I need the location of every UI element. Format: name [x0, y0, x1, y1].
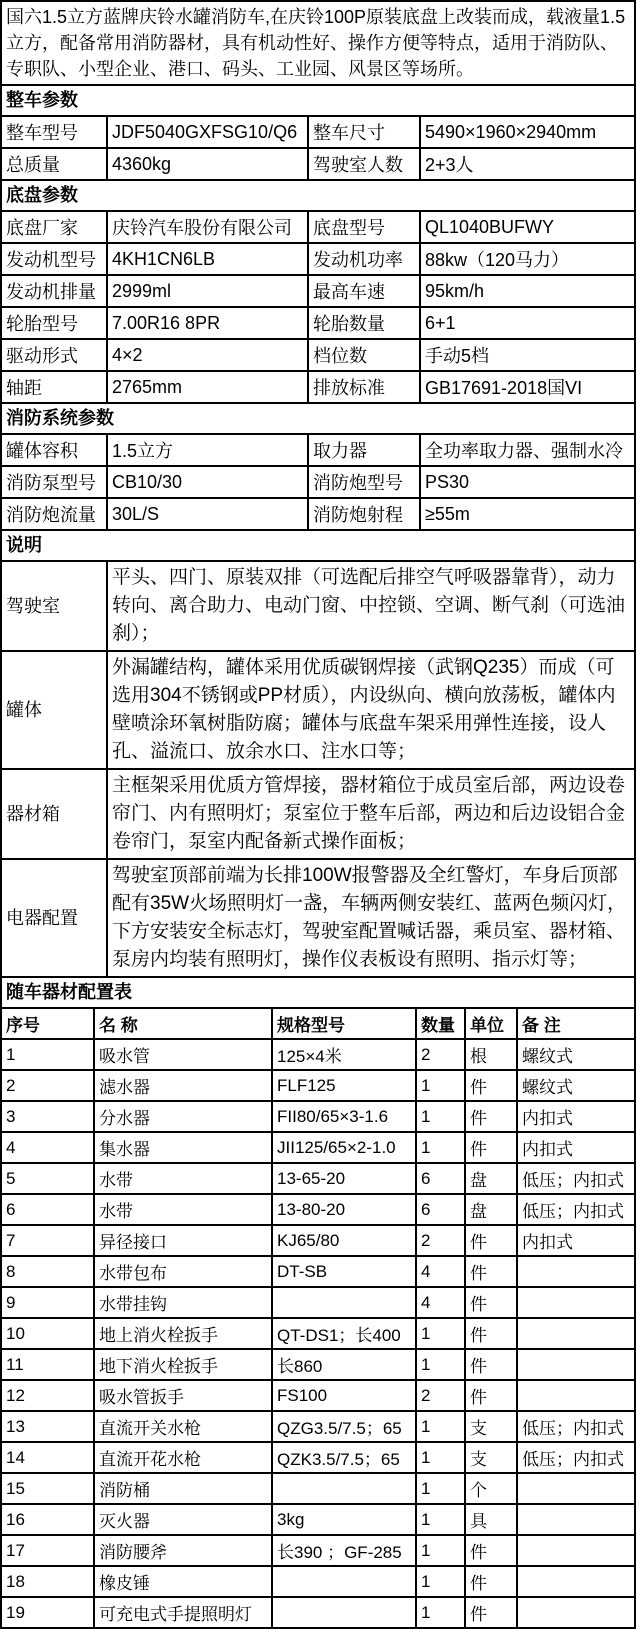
intro-paragraph: 国六1.5立方蓝牌庆铃水罐消防车,在庆铃100P原装底盘上改装而成，载液量1.5立方，配备常用消防器材，具有机动性好、操作方便等特点，适用于消防队、专职队、小型企业、港口、码头、工业园、风景区等场所。	[2, 2, 634, 86]
equipment-unit: 具	[465, 1504, 517, 1535]
equipment-qty: 6	[416, 1163, 465, 1194]
equipment-index: 1	[2, 1039, 94, 1070]
equipment-index: 11	[2, 1349, 94, 1380]
notes-text: 平头、四门、原装双排（可选配后排空气呼吸器靠背），动力转向、离合助力、电动门窗、中控锁、空调、断气刹（可选油刹）；	[107, 562, 634, 651]
equipment-model: FII80/65×3-1.6	[272, 1101, 416, 1132]
equipment-unit: 盘	[465, 1163, 517, 1194]
col-header-qty: 数量	[416, 1009, 465, 1039]
notes-table	[2, 562, 634, 978]
equipment-index: 6	[2, 1194, 94, 1225]
spec-value: 5490×1960×2940mm	[420, 117, 634, 148]
equipment-name: 吸水管扳手	[94, 1380, 272, 1411]
equipment-unit: 件	[465, 1535, 517, 1566]
chassis-params-table	[2, 212, 634, 404]
equipment-remark	[517, 1287, 634, 1318]
equipment-name: 水带	[94, 1194, 272, 1225]
section-title-chassis-params: 底盘参数	[2, 181, 634, 212]
spec-label: 轮胎型号	[2, 307, 107, 339]
equipment-qty: 1	[416, 1504, 465, 1535]
equipment-unit: 件	[465, 1287, 517, 1318]
equipment-name: 地上消火栓扳手	[94, 1318, 272, 1349]
equipment-row	[2, 1380, 634, 1411]
equipment-index: 5	[2, 1163, 94, 1194]
notes-label: 驾驶室	[2, 562, 107, 651]
equipment-index: 2	[2, 1070, 94, 1101]
equipment-remark	[517, 1473, 634, 1504]
notes-row	[2, 562, 634, 651]
equipment-row	[2, 1163, 634, 1194]
equipment-unit: 件	[465, 1101, 517, 1132]
equipment-unit: 件	[465, 1566, 517, 1597]
equipment-remark	[517, 1566, 634, 1597]
section-title-notes: 说明	[2, 531, 634, 562]
spec-value: 全功率取力器、强制水冷	[420, 435, 634, 466]
spec-row	[2, 212, 634, 243]
equipment-name: 集水器	[94, 1132, 272, 1163]
equipment-qty: 1	[416, 1411, 465, 1442]
equipment-model	[272, 1287, 416, 1318]
equipment-unit: 个	[465, 1473, 517, 1504]
equipment-remark: 螺纹式	[517, 1070, 634, 1101]
equipment-row	[2, 1411, 634, 1442]
equipment-name: 异径接口	[94, 1225, 272, 1256]
equipment-row	[2, 1349, 634, 1380]
spec-label: 底盘型号	[308, 212, 420, 243]
equipment-remark	[517, 1349, 634, 1380]
spec-value: 2999ml	[107, 275, 308, 307]
vehicle-params-table	[2, 117, 634, 181]
equipment-header-row	[2, 1009, 634, 1039]
spec-value: 95km/h	[420, 275, 634, 307]
equipment-unit: 件	[465, 1225, 517, 1256]
equipment-model: JII125/65×2-1.0	[272, 1132, 416, 1163]
equipment-row	[2, 1287, 634, 1318]
spec-value: 2+3人	[420, 148, 634, 180]
equipment-qty: 2	[416, 1225, 465, 1256]
equipment-qty: 1	[416, 1132, 465, 1163]
equipment-name: 直流开关水枪	[94, 1411, 272, 1442]
equipment-row	[2, 1504, 634, 1535]
spec-value: CB10/30	[107, 466, 308, 498]
spec-label: 消防炮型号	[308, 466, 420, 498]
spec-row	[2, 466, 634, 498]
equipment-qty: 1	[416, 1318, 465, 1349]
spec-label: 消防炮射程	[308, 498, 420, 530]
equipment-remark	[517, 1597, 634, 1627]
spec-label: 轮胎数量	[308, 307, 420, 339]
equipment-remark: 内扣式	[517, 1225, 634, 1256]
spec-value: 7.00R16 8PR	[107, 307, 308, 339]
equipment-name: 灭火器	[94, 1504, 272, 1535]
col-header-name: 名 称	[94, 1009, 272, 1039]
spec-value: 1.5立方	[107, 435, 308, 466]
equipment-row	[2, 1318, 634, 1349]
equipment-remark	[517, 1256, 634, 1287]
equipment-qty: 1	[416, 1535, 465, 1566]
spec-value: 88kw（120马力）	[420, 243, 634, 275]
equipment-row	[2, 1070, 634, 1101]
equipment-model	[272, 1566, 416, 1597]
equipment-model: 13-80-20	[272, 1194, 416, 1225]
equipment-qty: 1	[416, 1473, 465, 1504]
equipment-remark	[517, 1504, 634, 1535]
equipment-name: 水带挂钩	[94, 1287, 272, 1318]
equipment-qty: 1	[416, 1442, 465, 1473]
spec-label: 发动机型号	[2, 243, 107, 275]
equipment-name: 水带	[94, 1163, 272, 1194]
spec-label: 发动机功率	[308, 243, 420, 275]
equipment-qty: 2	[416, 1380, 465, 1411]
equipment-unit: 根	[465, 1039, 517, 1070]
equipment-qty: 1	[416, 1566, 465, 1597]
equipment-model	[272, 1597, 416, 1627]
spec-label: 底盘厂家	[2, 212, 107, 243]
spec-value: 2765mm	[107, 371, 308, 403]
equipment-row	[2, 1039, 634, 1070]
notes-row	[2, 651, 634, 769]
section-title-equipment: 随车器材配置表	[2, 978, 634, 1009]
equipment-qty: 1	[416, 1070, 465, 1101]
equipment-index: 9	[2, 1287, 94, 1318]
section-title-fire-system-params: 消防系统参数	[2, 404, 634, 435]
col-header-index: 序号	[2, 1009, 94, 1039]
spec-value: ≥55m	[420, 498, 634, 530]
equipment-index: 19	[2, 1597, 94, 1627]
equipment-name: 吸水管	[94, 1039, 272, 1070]
spec-label: 档位数	[308, 339, 420, 371]
spec-label: 罐体容积	[2, 435, 107, 466]
spec-row	[2, 243, 634, 275]
section-title-vehicle-params: 整车参数	[2, 86, 634, 117]
equipment-row	[2, 1535, 634, 1566]
equipment-qty: 1	[416, 1101, 465, 1132]
equipment-qty: 1	[416, 1597, 465, 1627]
equipment-row	[2, 1225, 634, 1256]
col-header-unit: 单位	[465, 1009, 517, 1039]
equipment-unit: 件	[465, 1349, 517, 1380]
spec-label: 最高车速	[308, 275, 420, 307]
equipment-remark	[517, 1380, 634, 1411]
equipment-name: 消防桶	[94, 1473, 272, 1504]
equipment-model: 125×4米	[272, 1039, 416, 1070]
equipment-index: 17	[2, 1535, 94, 1566]
spec-row	[2, 117, 634, 148]
equipment-remark: 内扣式	[517, 1132, 634, 1163]
equipment-index: 7	[2, 1225, 94, 1256]
equipment-table	[2, 1009, 634, 1627]
spec-row	[2, 371, 634, 403]
equipment-unit: 件	[465, 1597, 517, 1627]
equipment-row	[2, 1473, 634, 1504]
equipment-qty: 4	[416, 1256, 465, 1287]
equipment-index: 10	[2, 1318, 94, 1349]
equipment-model: 长390 ；GF-285	[272, 1535, 416, 1566]
equipment-unit: 支	[465, 1411, 517, 1442]
notes-label: 器材箱	[2, 769, 107, 859]
spec-row	[2, 435, 634, 466]
spec-value: QL1040BUFWY	[420, 212, 634, 243]
spec-value: PS30	[420, 466, 634, 498]
equipment-row	[2, 1101, 634, 1132]
notes-text: 外漏罐结构，罐体采用优质碳钢焊接（武钢Q235）而成（可选用304不锈钢或PP材质），内设纵向、横向放荡板，罐体内壁喷涂环氧树脂防腐；罐体与底盘车架采用弹性连接，设人孔、溢流口、放余水口、注水口等；	[107, 651, 634, 769]
equipment-unit: 件	[465, 1318, 517, 1349]
spec-value: JDF5040GXFSG10/Q6	[107, 117, 308, 148]
equipment-index: 14	[2, 1442, 94, 1473]
equipment-name: 橡皮锤	[94, 1566, 272, 1597]
notes-label: 罐体	[2, 651, 107, 769]
notes-text: 主框架采用优质方管焊接，器材箱位于成员室后部，两边设卷帘门、内有照明灯；泵室位于整车后部，两边和后边设铝合金卷帘门，泵室内配备新式操作面板；	[107, 769, 634, 859]
equipment-remark: 低压；内扣式	[517, 1194, 634, 1225]
equipment-index: 12	[2, 1380, 94, 1411]
notes-text: 驾驶室顶部前端为长排100W报警器及全红警灯，车身后顶部配有35W火场照明灯一盏，车辆两侧安装红、蓝两色频闪灯，下方安装安全标志灯，驾驶室配置喊话器，乘员室、器材箱、泵房内均装有照明灯，操作仪表板设有照明、指示灯等；	[107, 859, 634, 977]
equipment-unit: 件	[465, 1132, 517, 1163]
equipment-remark: 低压；内扣式	[517, 1442, 634, 1473]
equipment-index: 4	[2, 1132, 94, 1163]
equipment-remark: 低压；内扣式	[517, 1411, 634, 1442]
equipment-row	[2, 1442, 634, 1473]
equipment-name: 地下消火栓扳手	[94, 1349, 272, 1380]
spec-label: 驾驶室人数	[308, 148, 420, 180]
col-header-remark: 备 注	[517, 1009, 634, 1039]
equipment-model: QT-DS1；长400	[272, 1318, 416, 1349]
equipment-name: 可充电式手提照明灯	[94, 1597, 272, 1627]
fire-system-params-table	[2, 435, 634, 531]
spec-value: 4KH1CN6LB	[107, 243, 308, 275]
equipment-row	[2, 1256, 634, 1287]
col-header-model: 规格型号	[272, 1009, 416, 1039]
equipment-row	[2, 1597, 634, 1627]
equipment-unit: 件	[465, 1070, 517, 1101]
equipment-unit: 支	[465, 1442, 517, 1473]
equipment-model	[272, 1473, 416, 1504]
equipment-remark: 低压；内扣式	[517, 1163, 634, 1194]
spec-label: 排放标准	[308, 371, 420, 403]
equipment-qty: 6	[416, 1194, 465, 1225]
equipment-index: 3	[2, 1101, 94, 1132]
equipment-unit: 盘	[465, 1194, 517, 1225]
equipment-model: KJ65/80	[272, 1225, 416, 1256]
equipment-unit: 件	[465, 1256, 517, 1287]
equipment-remark	[517, 1535, 634, 1566]
equipment-name: 分水器	[94, 1101, 272, 1132]
spec-row	[2, 339, 634, 371]
spec-row	[2, 275, 634, 307]
spec-label: 整车型号	[2, 117, 107, 148]
equipment-model: 3kg	[272, 1504, 416, 1535]
spec-label: 消防泵型号	[2, 466, 107, 498]
notes-label: 电器配置	[2, 859, 107, 977]
spec-value: 手动5档	[420, 339, 634, 371]
equipment-model: FLF125	[272, 1070, 416, 1101]
spec-label: 总质量	[2, 148, 107, 180]
spec-label: 轴距	[2, 371, 107, 403]
equipment-name: 滤水器	[94, 1070, 272, 1101]
equipment-name: 直流开花水枪	[94, 1442, 272, 1473]
spec-label: 驱动形式	[2, 339, 107, 371]
equipment-remark: 内扣式	[517, 1101, 634, 1132]
spec-value: 30L/S	[107, 498, 308, 530]
spec-value: 4360kg	[107, 148, 308, 180]
spec-label: 整车尺寸	[308, 117, 420, 148]
equipment-row	[2, 1132, 634, 1163]
equipment-remark: 螺纹式	[517, 1039, 634, 1070]
equipment-row	[2, 1566, 634, 1597]
spec-value: 6+1	[420, 307, 634, 339]
equipment-index: 8	[2, 1256, 94, 1287]
spec-label: 发动机排量	[2, 275, 107, 307]
equipment-index: 18	[2, 1566, 94, 1597]
spec-value: 4×2	[107, 339, 308, 371]
equipment-name: 水带包布	[94, 1256, 272, 1287]
equipment-qty: 2	[416, 1039, 465, 1070]
equipment-qty: 4	[416, 1287, 465, 1318]
equipment-index: 15	[2, 1473, 94, 1504]
equipment-unit: 件	[465, 1380, 517, 1411]
spec-row	[2, 498, 634, 530]
equipment-model: QZK3.5/7.5；65	[272, 1442, 416, 1473]
equipment-model: DT-SB	[272, 1256, 416, 1287]
equipment-qty: 1	[416, 1349, 465, 1380]
spec-row	[2, 148, 634, 180]
equipment-remark	[517, 1318, 634, 1349]
equipment-model: 长860	[272, 1349, 416, 1380]
notes-row	[2, 769, 634, 859]
spec-value: GB17691-2018国VI	[420, 371, 634, 403]
equipment-index: 13	[2, 1411, 94, 1442]
spec-row	[2, 307, 634, 339]
equipment-row	[2, 1194, 634, 1225]
spec-value: 庆铃汽车股份有限公司	[107, 212, 308, 243]
equipment-name: 消防腰斧	[94, 1535, 272, 1566]
equipment-model: 13-65-20	[272, 1163, 416, 1194]
equipment-model: QZG3.5/7.5；65	[272, 1411, 416, 1442]
equipment-index: 16	[2, 1504, 94, 1535]
spec-label: 消防炮流量	[2, 498, 107, 530]
equipment-model: FS100	[272, 1380, 416, 1411]
notes-row	[2, 859, 634, 977]
spec-label: 取力器	[308, 435, 420, 466]
